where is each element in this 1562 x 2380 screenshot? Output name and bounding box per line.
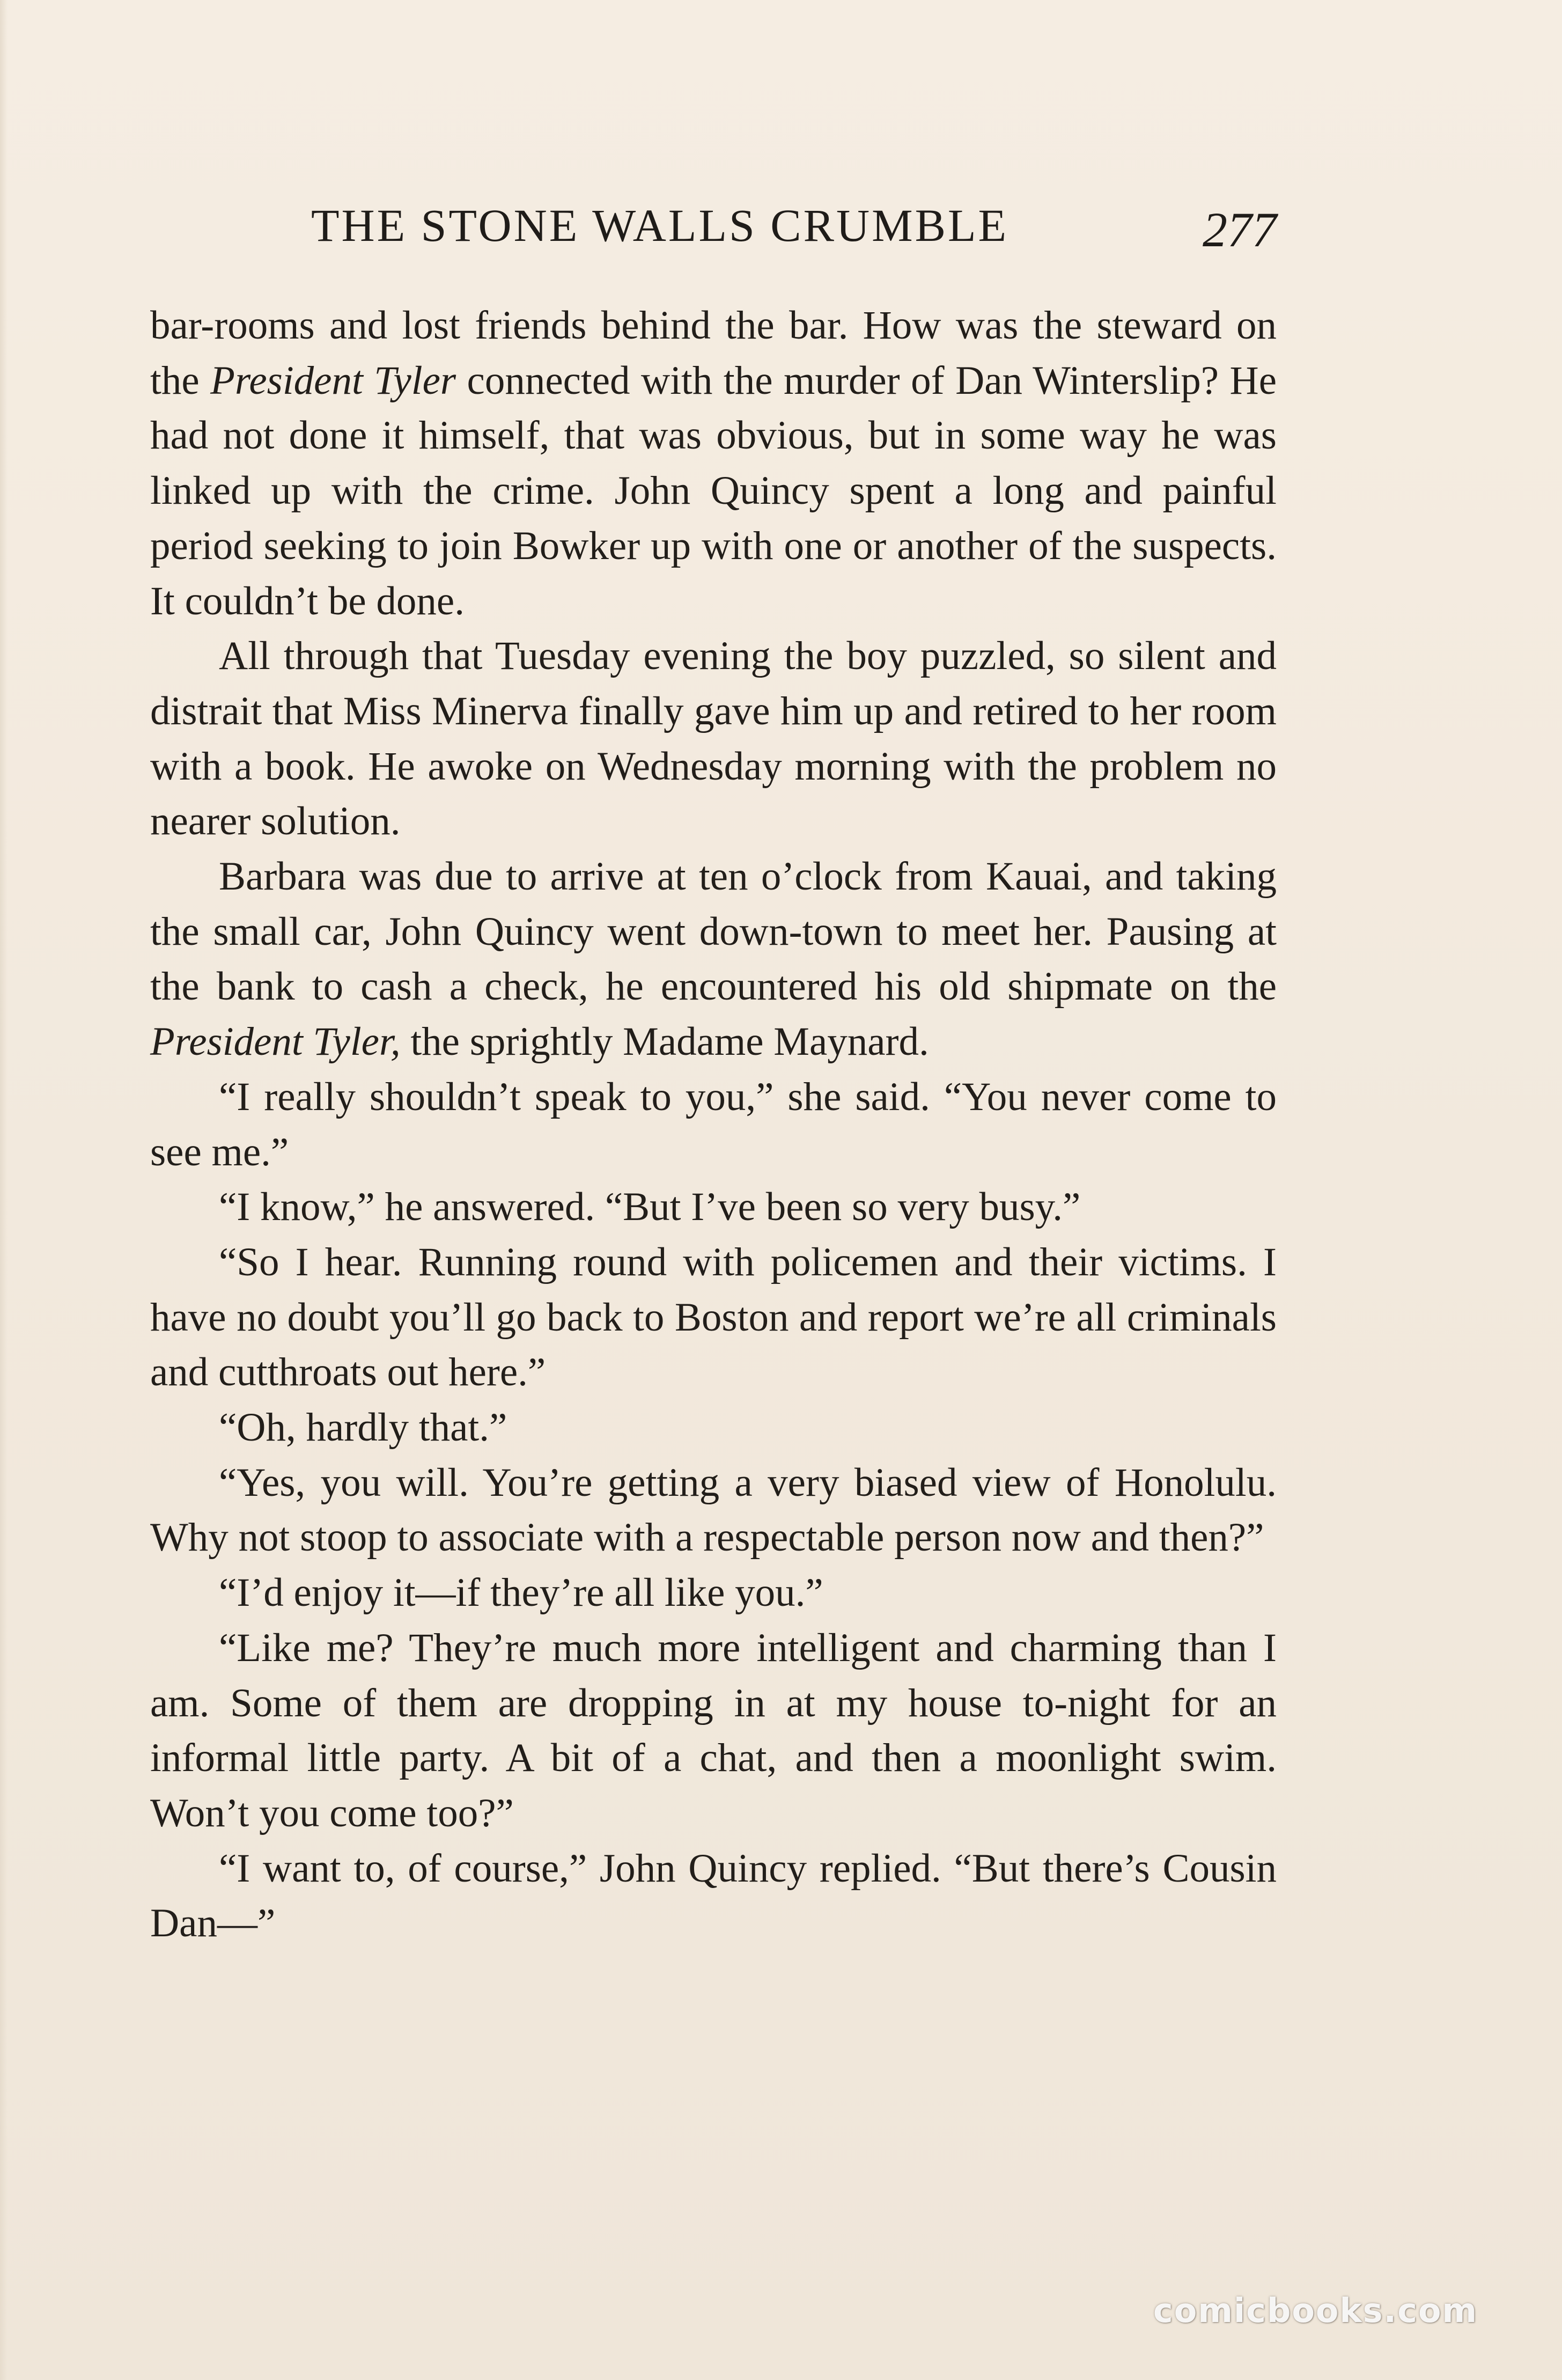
- paragraph-8: “Yes, you will. You’re getting a very biased view of Honolulu. Why not stoop to associate with a respectable person now and then?”: [150, 1460, 1277, 1560]
- paragraph-3: Barbara was due to arrive at ten o’clock from Kauai, and taking the small car, John Quincy went down-town to meet her. Pausing at the bank to cash a check, he encountered his old shipmate on the President Tyler, the sprightly Madame Maynard.: [150, 854, 1277, 1064]
- page-edge-shadow: [0, 0, 8, 2380]
- ship-name: President Tyler: [210, 358, 456, 403]
- paragraph-10: “Like me? They’re much more intelligent and charming than I am. Some of them are dropping in at my house to-night for an informal little party. A bit of a chat, and then a moonlight swim. Won’t you come too?”: [150, 1625, 1277, 1835]
- running-title: THE STONE WALLS CRUMBLE: [311, 200, 1009, 251]
- paragraph-4: “I really shouldn’t speak to you,” she said. “You never come to see me.”: [150, 1074, 1277, 1174]
- running-head: [150, 190, 1277, 260]
- paragraph-1: bar-rooms and lost friends behind the bar. How was the steward on the President Tyler connected with the murder of Dan Winterslip? He had not done it himself, that was obvious, but in some way he was linked up with the crime. John Quincy spent a long and painful period seeking to join Bowker up with one or another of the suspects. It couldn’t be done.: [150, 303, 1277, 623]
- paragraph-9: “I’d enjoy it—if they’re all like you.”: [219, 1570, 823, 1615]
- paragraph-2: All through that Tuesday evening the boy puzzled, so silent and distrait that Miss Minerva finally gave him up and retired to her room with a book. He awoke on Wednesday morning with the problem no nearer solution.: [150, 634, 1277, 844]
- body-text: [150, 298, 1277, 1951]
- paragraph-7: “Oh, hardly that.”: [219, 1405, 507, 1450]
- site-watermark: comicbooks.com: [1153, 2291, 1478, 2330]
- ship-name: President Tyler,: [150, 1019, 401, 1064]
- page-number: 277: [1203, 202, 1277, 257]
- paragraph-5: “I know,” he answered. “But I’ve been so very busy.”: [219, 1185, 1081, 1230]
- paragraph-6: “So I hear. Running round with policemen and their victims. I have no doubt you’ll go back to Boston and report we’re all criminals and cutthroats out here.”: [150, 1239, 1277, 1395]
- paragraph-11: “I want to, of course,” John Quincy replied. “But there’s Cousin Dan—”: [150, 1846, 1277, 1946]
